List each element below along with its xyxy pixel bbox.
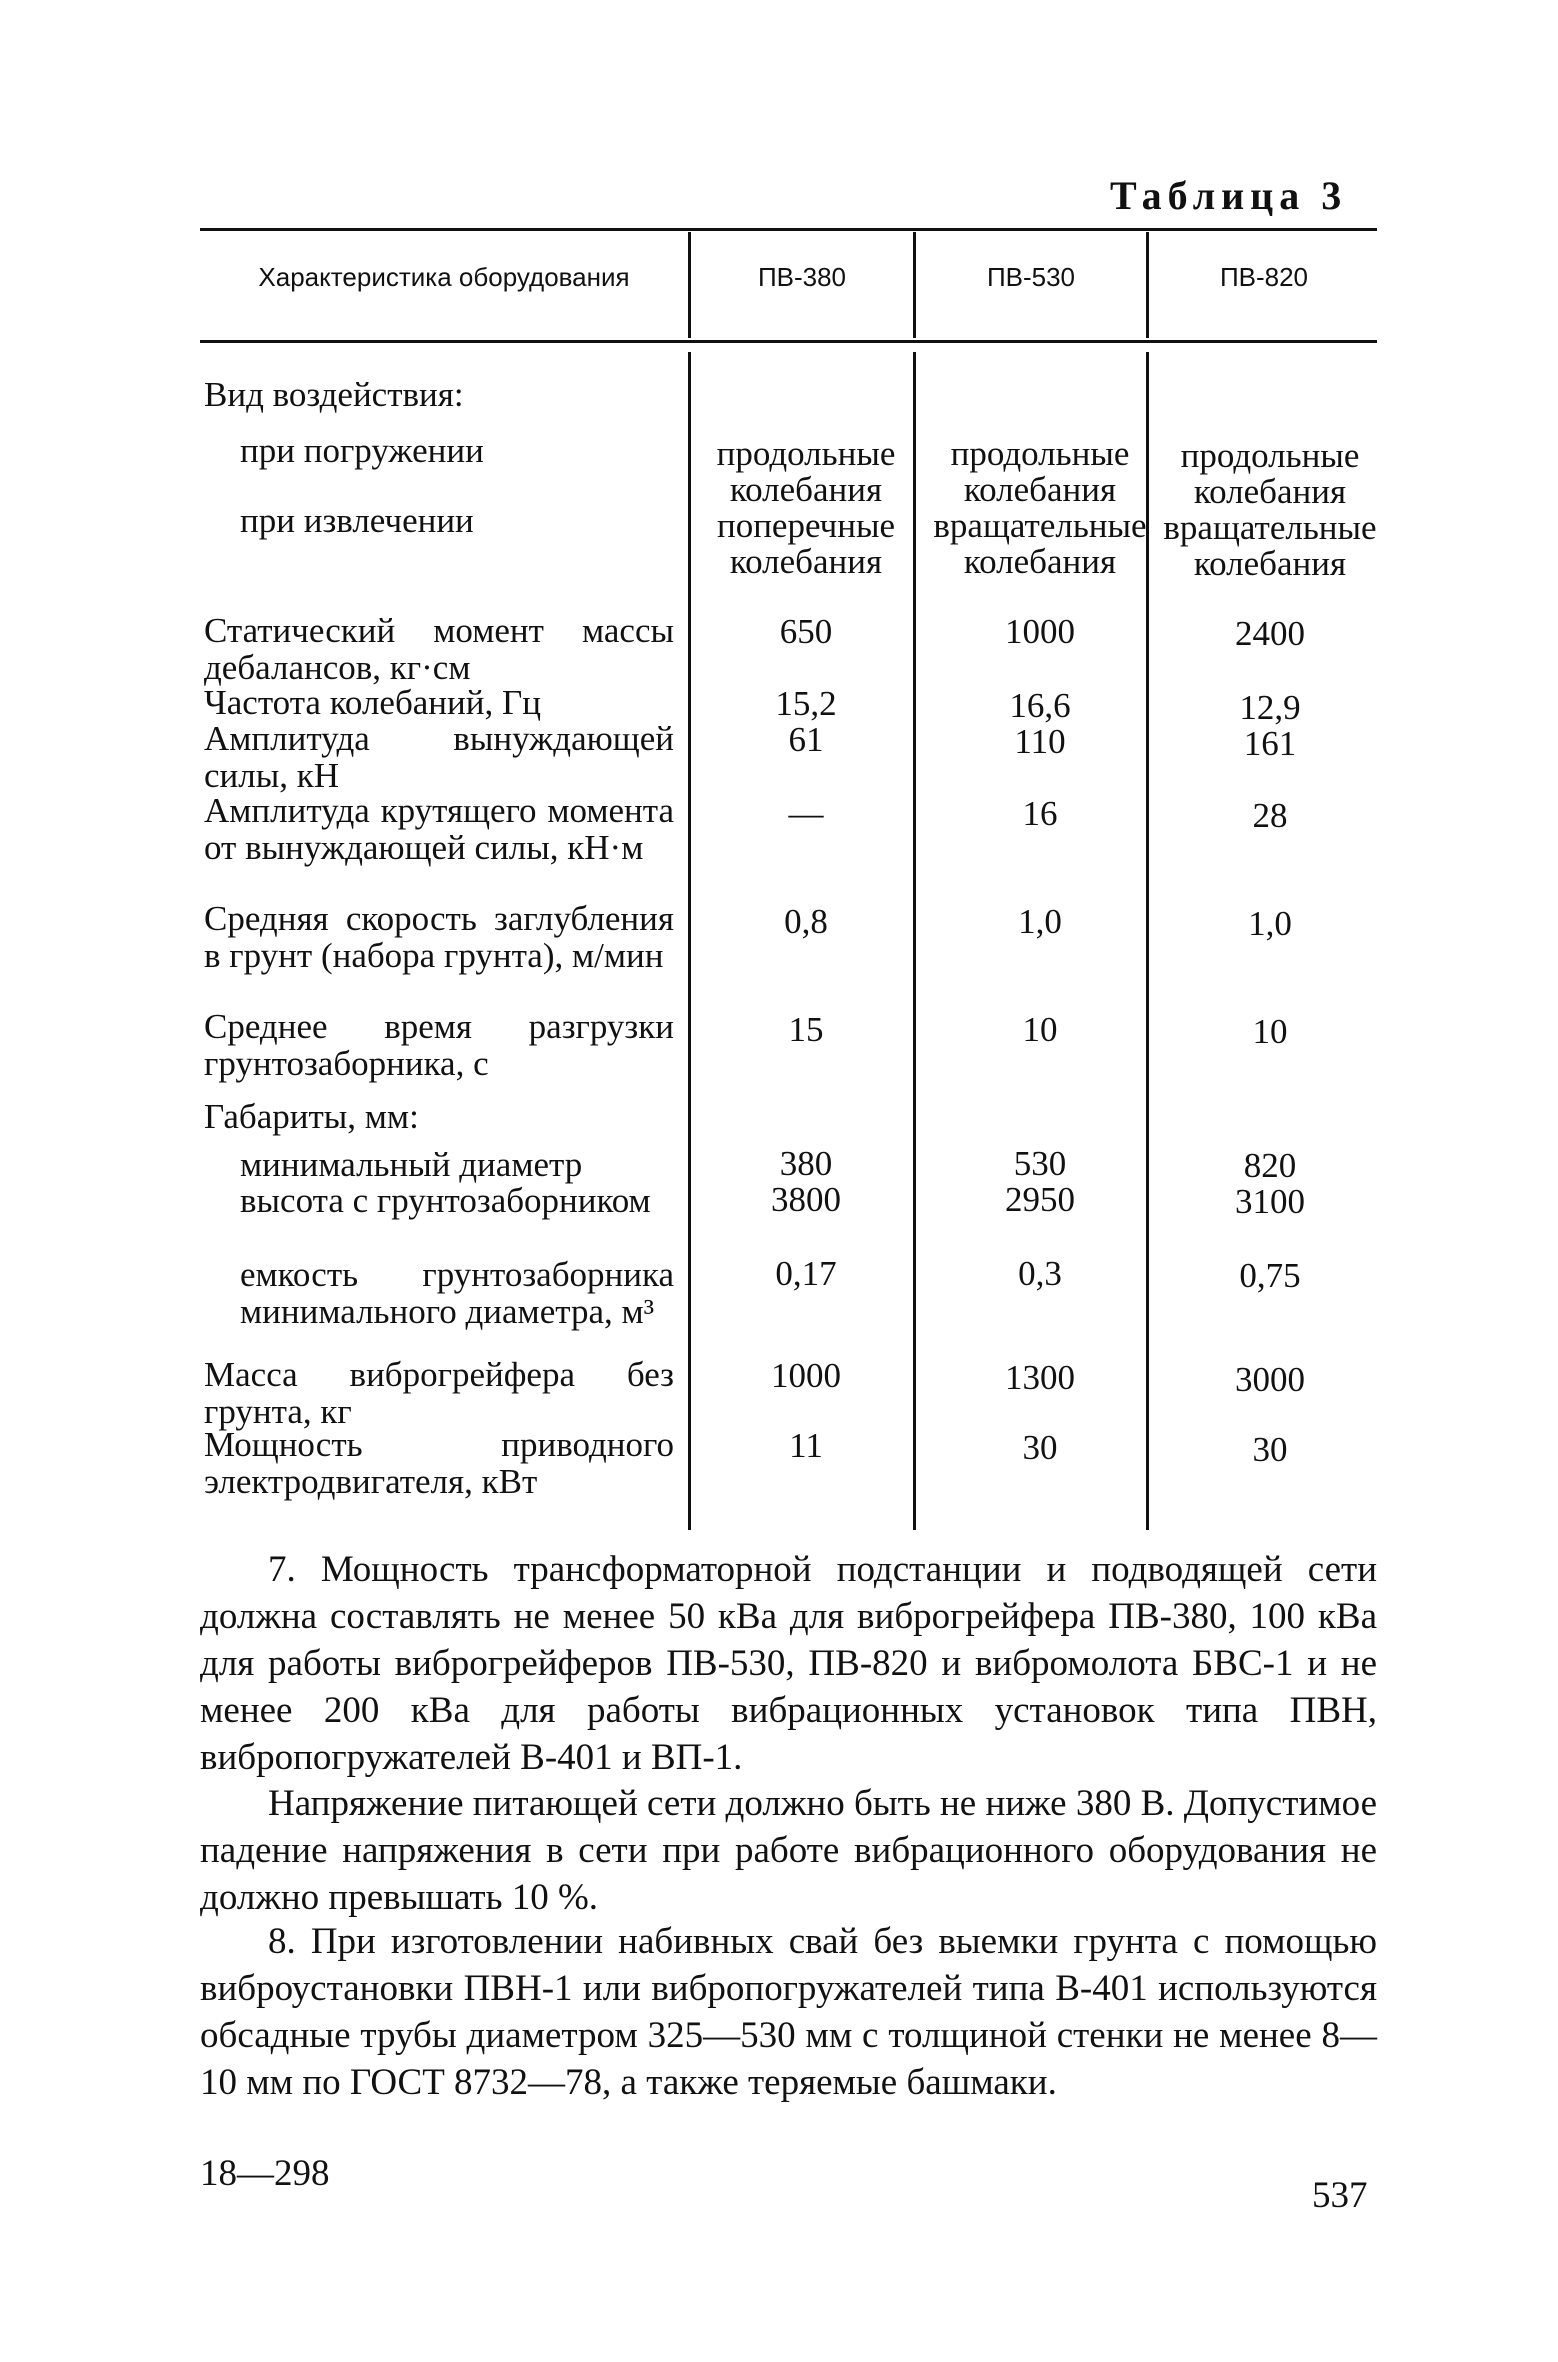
cell-pv380-frequency: 15,2 [775,684,837,723]
cell-pv380-immersion: продольные колебания [716,434,896,509]
footer-signature: 18—298 [200,2153,330,2194]
cell-pv820-frequency: 12,9 [1239,688,1301,727]
cell-pv530-speed: 1,0 [1018,902,1062,941]
row-label-unload-time: Среднее время разгрузки грунтозаборника, с [204,1007,674,1083]
cell-pv820-torque: 28 [1252,796,1288,835]
cell-pv820-speed: 1,0 [1248,904,1292,943]
page-number: 537 [1312,2175,1368,2216]
header-characteristic: Характеристика оборудования [258,262,630,292]
cell-pv380-unload: 15 [788,1010,824,1049]
cell-pv380-force: 61 [788,720,824,759]
cell-pv380-height: 3800 [771,1180,841,1219]
cell-pv820-extraction: вращательные колебания [1163,508,1377,583]
cell-pv530-torque: 16 [1022,794,1058,833]
cell-pv820-capacity: 0,75 [1239,1256,1301,1295]
row-label-immersion: при погружении [240,431,484,470]
paragraph-8: 8. При изготовлении набивных свай без выемки грунта с помощью виброустановки ПВН-1 или вибропогружателей типа В-401 используются обсадные трубы диаметром 325—530 мм с толщиной стенки не менее 8—10 мм по ГОСТ 8732—78, а также теряемые башмаки. [200,1921,1377,2103]
row-label-dimensions: Габариты, мм: [204,1097,419,1136]
cell-pv530-diameter: 530 [1013,1144,1067,1183]
cell-pv380-speed: 0,8 [784,902,828,941]
cell-pv380-power: 11 [789,1426,823,1465]
cell-pv820-unload: 10 [1252,1012,1288,1051]
cell-pv380-diameter: 380 [779,1144,833,1183]
row-label-impact-type: Вид воздействия: [204,375,464,414]
cell-pv530-frequency: 16,6 [1009,686,1071,725]
col-divider-1-header [688,232,691,338]
cell-pv820-force: 161 [1243,724,1297,763]
cell-pv820-mass: 3000 [1235,1360,1305,1399]
cell-pv530-power: 30 [1022,1428,1058,1467]
header-pv530: ПВ-530 [986,262,1076,292]
row-label-height: высота с грунтозаборником [240,1181,651,1220]
row-label-capacity: емкость грунтозаборника минимального диаметра, м³ [240,1255,674,1331]
row-label-force-amplitude: Амплитуда вынуждающей силы, кН [204,719,674,795]
row-label-torque-amplitude: Амплитуда крутящего момента от вынуждающей силы, кН·м [204,791,674,867]
cell-pv530-unload: 10 [1022,1010,1058,1049]
cell-pv820-power: 30 [1252,1430,1288,1469]
cell-pv530-extraction: вращательные колебания [933,506,1147,581]
cell-pv380-torque: — [788,794,824,833]
cell-pv530-static-moment: 1000 [1005,612,1075,651]
cell-pv820-height: 3100 [1235,1182,1305,1221]
table-caption: Таблица 3 [1110,173,1348,218]
row-label-mass: Масса виброгрейфера без грунта, кг [204,1355,674,1431]
row-label-power: Мощность приводного электродвигателя, кВт [204,1425,674,1501]
header-pv380: ПВ-380 [757,262,847,292]
cell-pv820-diameter: 820 [1243,1146,1297,1185]
cell-pv530-immersion: продольные колебания [950,434,1130,509]
cell-pv530-force: 110 [1014,722,1066,761]
header-bottom-rule [200,340,1377,343]
cell-pv380-mass: 1000 [771,1356,841,1395]
cell-pv530-capacity: 0,3 [1018,1254,1062,1293]
paragraph-7: 7. Мощность трансформаторной подстанции и подводящей сети должна составлять не менее 50 кВа для виброгрейфера ПВ-380, 100 кВа для работы виброгрейферов ПВ-530, ПВ-820 и вибромолота БВС-1 и не менее 200 кВа для работы вибрационных установок типа ПВН, вибропогружателей В-401 и ВП-1. [200,1549,1377,1778]
row-label-static-moment: Статический момент массы дебалансов, кг·см [204,611,674,687]
cell-pv380-static-moment: 650 [779,612,833,651]
cell-pv530-height: 2950 [1005,1180,1075,1219]
row-label-frequency: Частота колебаний, Гц [204,683,541,722]
cell-pv820-immersion: продольные колебания [1180,436,1360,511]
cell-pv530-mass: 1300 [1005,1358,1075,1397]
cell-pv380-extraction: поперечные колебания [716,506,896,581]
col-divider-1-body [688,352,691,1530]
header-pv820: ПВ-820 [1219,262,1309,292]
cell-pv820-static-moment: 2400 [1235,614,1305,653]
row-label-penetration-speed: Средняя скорость заглубления в грунт (набора грунта), м/мин [204,899,674,975]
paragraph-voltage: Напряжение питающей сети должно быть не ниже 380 В. Допустимое падение напряжения в сети при работе вибрационного оборудования не должно превышать 10 %. [200,1783,1377,1918]
row-label-min-diameter: минимальный диаметр [240,1145,583,1184]
table-top-rule [200,228,1377,231]
row-label-extraction: при извлечении [240,501,474,540]
cell-pv380-capacity: 0,17 [775,1254,837,1293]
col-divider-3-header [1146,232,1149,338]
